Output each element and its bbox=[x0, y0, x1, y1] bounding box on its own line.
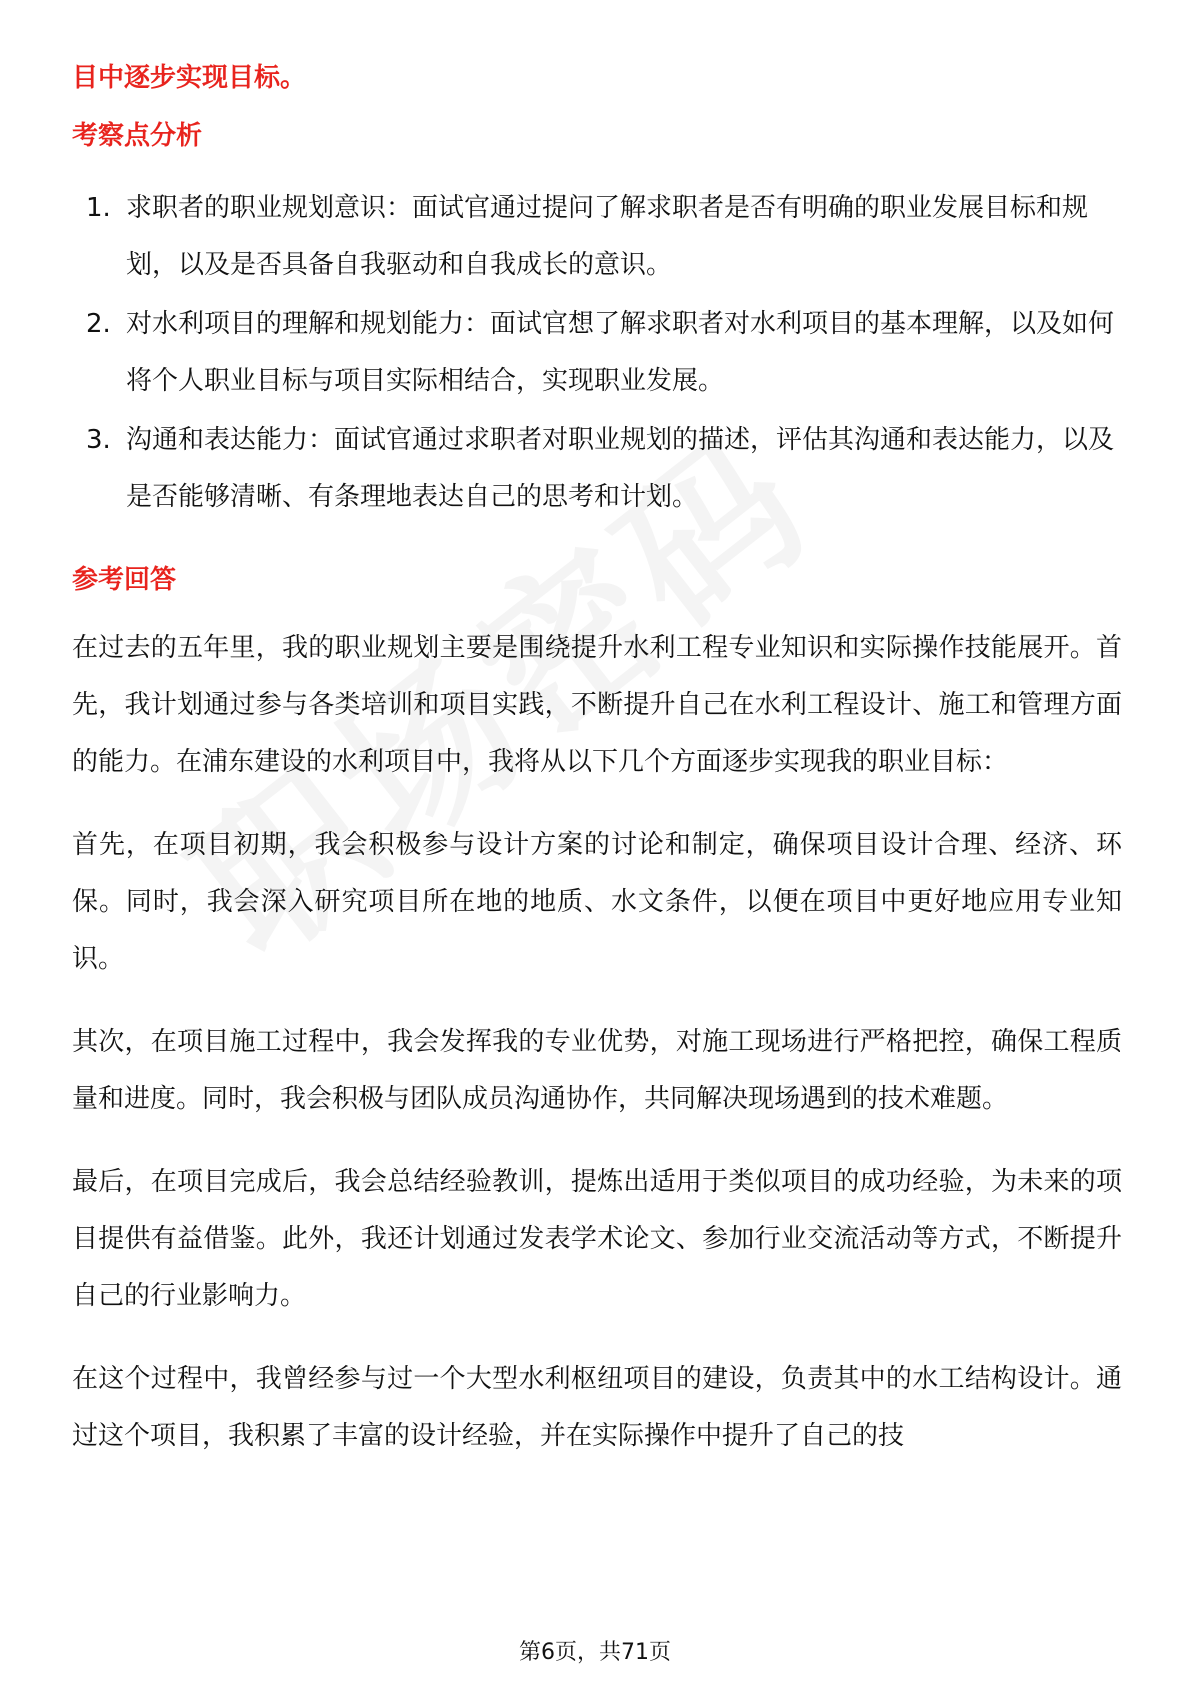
document-content bbox=[72, 48, 1122, 1465]
answer-paragraph-5: 在这个过程中，我曾经参与过一个大型水利枢纽项目的建设，负责其中的水工结构设计。通过这个项目，我积累了丰富的设计经验，并在实际操作中提升了自己的技 bbox=[72, 1364, 1122, 1451]
list-text: 对水利项目的理解和规划能力：面试官想了解求职者对水利项目的基本理解，以及如何将个人职业目标与项目实际相结合，实现职业发展。 bbox=[126, 309, 1115, 396]
answer-paragraph-4: 最后，在项目完成后，我会总结经验教训，提炼出适用于类似项目的成功经验，为未来的项目提供有益借鉴。此外，我还计划通过发表学术论文、参加行业交流活动等方式，不断提升自己的行业影响力。 bbox=[72, 1167, 1122, 1311]
answer-paragraph-3: 其次，在项目施工过程中，我会发挥我的专业优势，对施工现场进行严格把控，确保工程质量和进度。同时，我会积极与团队成员沟通协作，共同解决现场遇到的技术难题。 bbox=[72, 1027, 1122, 1114]
page-number-footer: 第6页，共71页 bbox=[519, 1640, 671, 1665]
analysis-item-2 bbox=[72, 296, 1122, 410]
answer-paragraph-1: 在过去的五年里，我的职业规划主要是围绕提升水利工程专业知识和实际操作技能展开。首先，我计划通过参与各类培训和项目实践，不断提升自己在水利工程设计、施工和管理方面的能力。在浦东建设的水利项目中，我将从以下几个方面逐步实现我的职业目标： bbox=[72, 633, 1122, 777]
answer-paragraph-2: 首先，在项目初期，我会积极参与设计方案的讨论和制定，确保项目设计合理、经济、环保。同时，我会深入研究项目所在地的地质、水文条件，以便在项目中更好地应用专业知识。 bbox=[72, 830, 1122, 974]
list-number: 3. bbox=[86, 425, 111, 455]
list-text: 沟通和表达能力：面试官通过求职者对职业规划的描述，评估其沟通和表达能力，以及是否能够清晰、有条理地表达自己的思考和计划。 bbox=[126, 425, 1115, 512]
analysis-heading: 考察点分析 bbox=[72, 121, 203, 151]
list-text: 求职者的职业规划意识：面试官通过提问了解求职者是否有明确的职业发展目标和规划，以及是否具备自我驱动和自我成长的意识。 bbox=[126, 193, 1089, 280]
analysis-item-1 bbox=[72, 180, 1122, 294]
continued-line: 目中逐步实现目标。 bbox=[72, 63, 307, 93]
list-number: 2. bbox=[86, 309, 111, 339]
analysis-item-3 bbox=[72, 412, 1122, 526]
analysis-list bbox=[72, 180, 1122, 526]
list-number: 1. bbox=[86, 193, 111, 223]
answer-heading: 参考回答 bbox=[72, 565, 177, 595]
